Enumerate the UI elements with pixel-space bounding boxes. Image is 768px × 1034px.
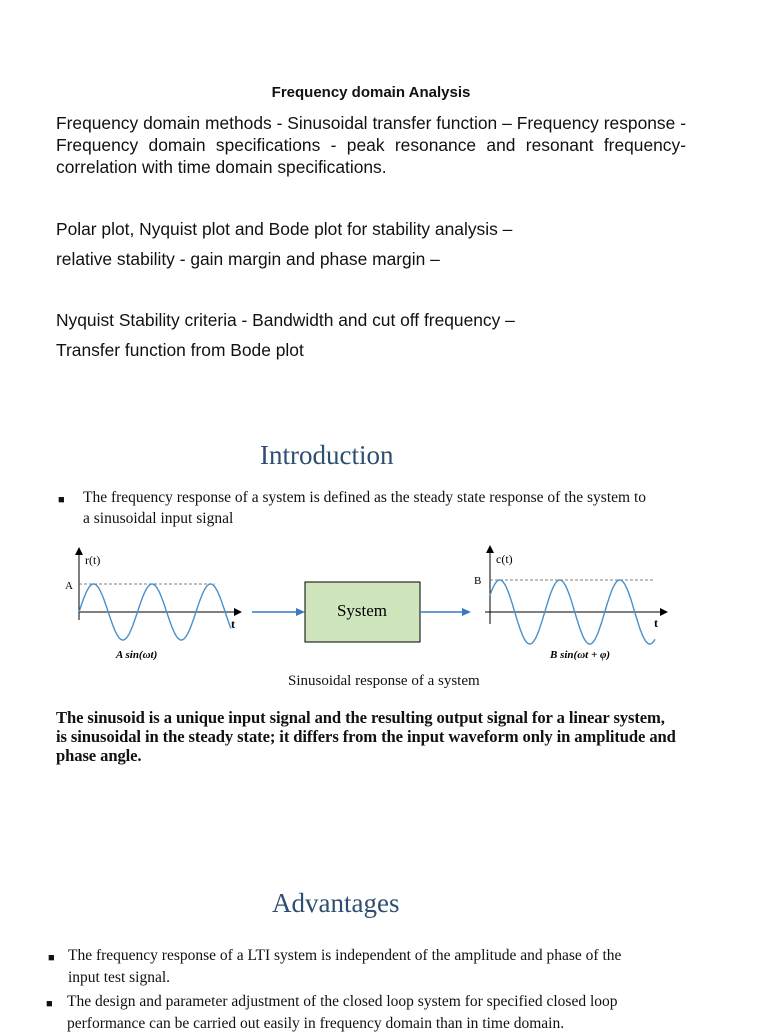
- output-formula: B sin(ωt + φ): [550, 649, 611, 661]
- advantages-heading: Advantages: [272, 888, 400, 918]
- intro-paragraph: [56, 708, 724, 765]
- advantage-2-line-2: performance can be carried out easily in frequency domain than in time domain.: [67, 1015, 565, 1032]
- output-plot: [474, 545, 668, 661]
- intro-para-line-3: phase angle.: [56, 746, 142, 765]
- bullet-square-icon: ■: [46, 998, 53, 1010]
- sinusoid-diagram: [0, 540, 768, 670]
- intro-para-line-1: The sinusoid is a unique input signal and the resulting output signal for a linear system,: [56, 708, 665, 727]
- arrow-from-system-head-icon: [462, 608, 471, 616]
- output-y-arrow-icon: [486, 545, 494, 553]
- syllabus-line-3: Nyquist Stability criteria - Bandwidth and cut off frequency –: [56, 310, 515, 330]
- arrow-to-system-head-icon: [296, 608, 305, 616]
- syllabus-paragraph: Frequency domain methods - Sinusoidal transfer function – Frequency response - Frequency domain specifications - peak resonance and resonant frequency- correlation with time domain specifications.: [56, 113, 686, 177]
- diagram-caption: Sinusoidal response of a system: [288, 673, 480, 689]
- intro-bullet-line-1: The frequency response of a system is defined as the steady state response of the system to: [83, 489, 647, 506]
- bullet-square-icon: ■: [58, 494, 65, 506]
- input-plot: [65, 547, 242, 661]
- output-amp-label: B: [474, 575, 482, 587]
- input-x-arrow-icon: [234, 608, 242, 616]
- output-axis-label: c(t): [496, 552, 513, 566]
- input-time-label: t: [231, 617, 235, 631]
- output-x-arrow-icon: [660, 608, 668, 616]
- system-block-label: System: [336, 601, 388, 620]
- input-y-arrow-icon: [75, 547, 83, 555]
- syllabus-line-2: relative stability - gain margin and phase margin –: [56, 249, 440, 269]
- input-amp-label: A: [65, 580, 73, 592]
- page-title: Frequency domain Analysis: [271, 84, 471, 101]
- syllabus-line-4: Transfer function from Bode plot: [56, 340, 304, 360]
- bullet-square-icon: ■: [48, 952, 55, 964]
- advantage-2-line-1: The design and parameter adjustment of the closed loop system for specified closed loop: [67, 993, 618, 1010]
- introduction-heading: Introduction: [260, 440, 394, 470]
- syllabus-line-1: Polar plot, Nyquist plot and Bode plot for stability analysis –: [56, 219, 513, 239]
- intro-para-line-2: is sinusoidal in the steady state; it differs from the input waveform only in amplitude and: [56, 727, 676, 746]
- intro-bullet-line-2: a sinusoidal input signal: [83, 510, 234, 527]
- advantage-1-line-1: The frequency response of a LTI system is independent of the amplitude and phase of the: [68, 947, 622, 964]
- input-axis-label: r(t): [85, 553, 101, 567]
- output-time-label: t: [654, 616, 658, 630]
- input-formula: A sin(ωt): [116, 649, 158, 661]
- advantage-1-line-2: input test signal.: [68, 969, 171, 986]
